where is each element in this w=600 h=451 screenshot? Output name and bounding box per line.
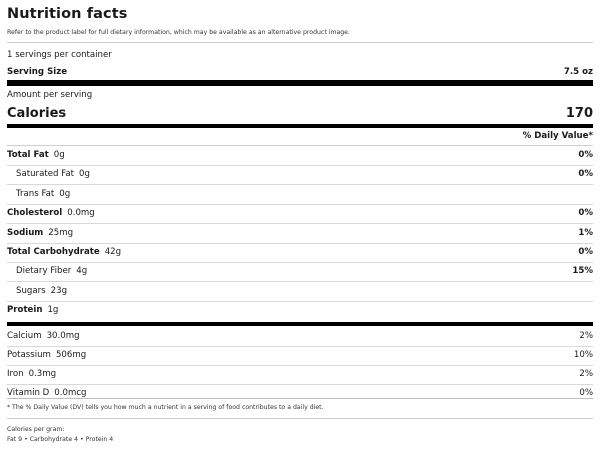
calories-per-gram-values: Fat 9 • Carbohydrate 4 • Protein 4 (7, 436, 114, 443)
nutrient-amount: 0g (59, 188, 71, 199)
disclaimer-text: Refer to the product label for full dietary information, which may be available as an alternative product image. (7, 29, 350, 36)
nutrient-daily-value: 0% (578, 169, 593, 180)
calories-per-gram (7, 425, 113, 445)
nutrient-row (7, 185, 593, 205)
nutrient-row (7, 243, 593, 263)
nutrient-row (7, 165, 593, 185)
daily-value-header: % Daily Value* (522, 131, 593, 141)
nutrient-name (7, 150, 65, 160)
nutrient-amount: 0g (53, 150, 65, 160)
calories-per-gram-label: Calories per gram: (7, 426, 65, 433)
micronutrient-daily-value: 0% (579, 388, 593, 398)
thick-divider (7, 80, 593, 86)
nutrient-daily-value: 0% (578, 150, 593, 160)
nutrient-label: Sugars (16, 285, 46, 296)
divider (7, 398, 593, 399)
micronutrient-row (7, 327, 593, 347)
nutrient-row (7, 146, 593, 166)
micronutrient-amount: 506mg (55, 350, 87, 360)
nutrient-daily-value: 0% (578, 208, 593, 219)
page-title: Nutrition facts (7, 6, 128, 22)
nutrient-row (7, 224, 593, 244)
nutrient-daily-value: 15% (572, 266, 593, 277)
calories-label: Calories (7, 106, 67, 121)
micronutrient-label: Iron (7, 369, 24, 379)
micronutrient-label: Calcium (7, 331, 42, 341)
micronutrient-daily-value: 2% (579, 331, 593, 341)
serving-size-value: 7.5 oz (563, 67, 593, 77)
nutrient-label: Total Carbohydrate (7, 247, 100, 257)
micronutrient-daily-value: 10% (573, 350, 593, 360)
micronutrient-name (7, 331, 80, 341)
nutrient-name (7, 247, 121, 257)
nutrient-label: Cholesterol (7, 208, 63, 219)
divider (7, 418, 593, 419)
nutrient-name (16, 189, 70, 199)
micronutrient-daily-value: 2% (579, 369, 593, 379)
micronutrient-label: Potassium (7, 350, 51, 360)
nutrient-label: Sodium (7, 227, 44, 238)
medium-divider (7, 322, 593, 326)
nutrient-daily-value: 0% (578, 247, 593, 257)
nutrient-amount: 23g (50, 285, 68, 296)
serving-size-label: Serving Size (7, 67, 68, 77)
nutrient-name (16, 169, 90, 179)
nutrient-amount: 1g (47, 305, 59, 316)
nutrient-name (16, 266, 87, 276)
nutrient-row (7, 262, 593, 282)
nutrient-label: Saturated Fat (16, 169, 74, 180)
nutrient-amount: 4g (76, 266, 88, 277)
micronutrient-name (7, 369, 56, 379)
micronutrient-amount: 0.0mcg (54, 388, 87, 398)
nutrient-row (7, 301, 593, 320)
nutrient-name (7, 305, 58, 315)
amount-per-serving: Amount per serving (7, 90, 93, 100)
micronutrient-amount: 30.0mg (46, 331, 80, 341)
nutrient-name (7, 228, 73, 238)
nutrient-label: Trans Fat (16, 188, 55, 199)
nutrient-daily-value: 1% (578, 227, 593, 238)
nutrient-name (16, 286, 67, 296)
micronutrient-name (7, 350, 86, 360)
medium-divider (7, 124, 593, 128)
divider (7, 42, 593, 43)
nutrient-amount: 0.0mg (67, 208, 95, 219)
calories-value: 170 (565, 106, 593, 121)
micronutrient-amount: 0.3mg (28, 369, 57, 379)
daily-value-footnote: * The % Daily Value (DV) tells you how much a nutrient in a serving of food contributes to a daily diet. (7, 404, 324, 411)
nutrient-amount: 25mg (48, 227, 74, 238)
nutrient-amount: 42g (104, 247, 122, 257)
nutrient-name (7, 208, 95, 218)
nutrient-amount: 0g (78, 169, 90, 180)
nutrient-row (7, 282, 593, 302)
micronutrient-row (7, 365, 593, 385)
micronutrient-label: Vitamin D (7, 388, 50, 398)
nutrient-label: Dietary Fiber (16, 266, 72, 277)
nutrient-label: Total Fat (7, 150, 49, 160)
nutrient-row (7, 204, 593, 224)
micronutrient-name (7, 388, 87, 398)
micronutrient-row (7, 384, 593, 403)
servings-per-container: 1 servings per container (7, 50, 112, 60)
micronutrient-row (7, 346, 593, 366)
nutrient-label: Protein (7, 305, 43, 316)
